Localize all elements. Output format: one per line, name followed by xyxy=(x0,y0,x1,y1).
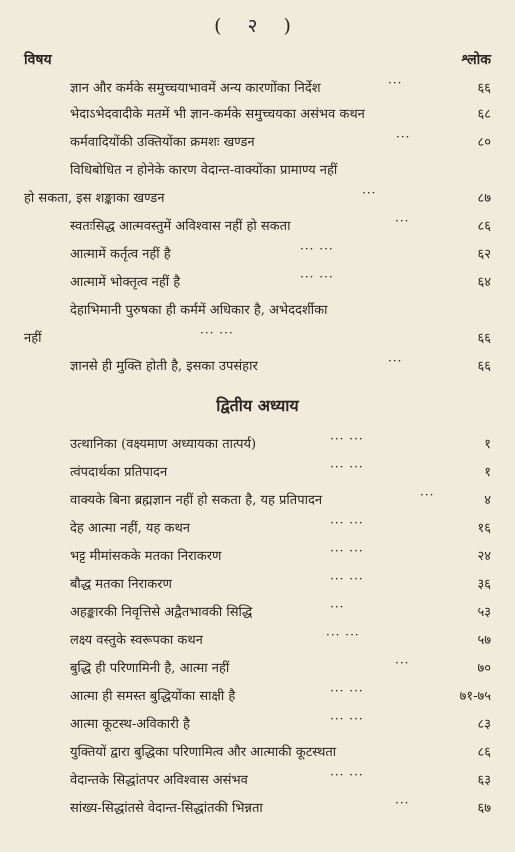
verse-number: ७१-७५ xyxy=(459,689,491,704)
leader-dots: ··· xyxy=(396,130,411,144)
verse-number: ६७ xyxy=(477,801,491,816)
verse-number: १ xyxy=(484,465,491,480)
toc-row xyxy=(0,184,515,208)
verse-number: ८७ xyxy=(477,191,491,206)
toc-entry-text: कर्मवादियोंकी उक्तियोंका क्रमशः खण्डन xyxy=(70,135,255,150)
toc-row xyxy=(0,710,515,734)
toc-row xyxy=(0,268,515,292)
verse-number: ६६ xyxy=(477,359,491,374)
verse-number: १ xyxy=(484,437,491,452)
leader-dots: ··· xyxy=(388,354,403,368)
leader-dots: ··· xyxy=(395,796,410,810)
toc-row xyxy=(0,100,515,124)
toc-entry-text: अहङ्कारकी निवृत्तिसे अद्वैतभावकी सिद्धि xyxy=(70,605,253,620)
toc-row xyxy=(0,296,515,320)
leader-dots: ··· ··· xyxy=(300,242,334,256)
toc-row xyxy=(0,240,515,264)
toc-entry-text: हो सकता, इस शङ्काका खण्डन xyxy=(24,191,165,206)
toc-entry-text: ज्ञान और कर्मके समुच्चयाभावमें अन्य कारणोंका निर्देश xyxy=(70,81,321,96)
toc-entry-text: लक्ष्य वस्तुके स्वरूपका कथन xyxy=(70,633,203,648)
toc-row xyxy=(0,626,515,650)
verse-number: ८६ xyxy=(477,219,491,234)
toc-row xyxy=(0,514,515,538)
leader-dots: ··· xyxy=(395,656,410,670)
toc-entry-text: उत्थानिका (वक्ष्यमाण अध्यायका तात्पर्य) xyxy=(70,437,257,452)
toc-entry-text: बुद्धि ही परिणामिनी है, आत्मा नहीं xyxy=(70,661,230,676)
toc-row xyxy=(0,654,515,678)
toc-row xyxy=(0,458,515,482)
toc-row xyxy=(0,766,515,790)
verse-number: ६२ xyxy=(477,247,491,262)
verse-number: ६३ xyxy=(477,773,491,788)
verse-number: ८६ xyxy=(477,745,491,760)
toc-entry-text: त्वंपदार्थका प्रतिपादन xyxy=(70,465,168,480)
toc-entry-text: देहाभिमानी पुरुषका ही कर्ममें अधिकार है, अभेददर्शीका xyxy=(70,303,328,318)
leader-dots: ··· xyxy=(330,600,345,614)
leader-dots: ··· ··· xyxy=(330,516,364,530)
toc-entry-text: भेदाऽभेदवादीके मतमें भी ज्ञान-कर्मके समुच्चयका असंभव कथन xyxy=(70,107,365,122)
toc-row xyxy=(0,156,515,180)
verse-header: श्लोक xyxy=(461,52,491,68)
verse-number: ८३ xyxy=(477,717,491,732)
leader-dots: ··· xyxy=(388,76,403,90)
leader-dots: ··· xyxy=(362,186,377,200)
verse-number: ५७ xyxy=(477,633,491,648)
verse-number: २४ xyxy=(477,549,491,564)
toc-entry-text: भट्ट मीमांसकके मतका निराकरण xyxy=(70,549,222,564)
leader-dots: ··· ··· xyxy=(326,628,360,642)
leader-dots: ··· xyxy=(395,214,410,228)
section-title: द्वितीय अध्याय xyxy=(216,396,299,415)
leader-dots: ··· ··· xyxy=(330,432,364,446)
toc-row xyxy=(0,486,515,510)
toc-entry-text: स्वतःसिद्ध आत्मवस्तुमें अविश्वास नहीं हो सकता xyxy=(70,219,291,234)
page-number: ( २ ) xyxy=(214,15,301,37)
toc-entry-text: ज्ञानसे ही मुक्ति होती है, इसका उपसंहार xyxy=(70,359,258,374)
leader-dots: ··· ··· xyxy=(330,712,364,726)
verse-number: ४ xyxy=(484,493,491,508)
toc-entry-text: वाक्यके बिना ब्रह्मज्ञान नहीं हो सकता है, यह प्रतिपादन xyxy=(70,493,323,508)
toc-entry-text: आत्मा कूटस्थ-अविकारी है xyxy=(70,717,190,732)
toc-row xyxy=(0,542,515,566)
toc-row xyxy=(0,738,515,762)
leader-dots: ··· ··· xyxy=(330,684,364,698)
toc-entry-text: विधिबोधित न होनेके कारण वेदान्त-वाक्योंका प्रामाण्य नहीं xyxy=(70,163,338,178)
toc-row xyxy=(0,212,515,236)
verse-number: ३६ xyxy=(477,577,491,592)
leader-dots: ··· ··· xyxy=(330,544,364,558)
toc-entry-text: नहीं xyxy=(24,331,42,346)
toc-entry-text: आत्मामें कर्तृत्व नहीं है xyxy=(70,247,171,262)
toc-entry-text: देह आत्मा नहीं, यह कथन xyxy=(70,521,190,536)
toc-row xyxy=(0,570,515,594)
toc-row xyxy=(0,324,515,348)
verse-number: ६६ xyxy=(477,331,491,346)
toc-row xyxy=(0,128,515,152)
verse-number: ६६ xyxy=(477,81,491,96)
toc-entry-text: आत्मामें भोक्तृत्व नहीं है xyxy=(70,275,181,290)
toc-entry-text: सांख्य-सिद्धांतसे वेदान्त-सिद्धांतकी भिन्नता xyxy=(70,801,263,816)
verse-number: ७० xyxy=(477,661,491,676)
verse-number: ५३ xyxy=(477,605,491,620)
toc-row xyxy=(0,794,515,818)
toc-row xyxy=(0,598,515,622)
leader-dots: ··· ··· xyxy=(330,460,364,474)
leader-dots: ··· ··· xyxy=(330,572,364,586)
leader-dots: ··· xyxy=(420,488,435,502)
toc-entry-text: युक्तियों द्वारा बुद्धिका परिणामित्व और आत्माकी कूटस्थता xyxy=(70,745,337,760)
toc-row xyxy=(0,682,515,706)
leader-dots: ··· ··· xyxy=(200,326,234,340)
subject-header: विषय xyxy=(24,52,52,68)
verse-number: ६४ xyxy=(477,275,491,290)
toc-entry-text: बौद्ध मतका निराकरण xyxy=(70,577,172,592)
toc-row xyxy=(0,74,515,98)
verse-number: ८० xyxy=(477,135,491,150)
verse-number: ६८ xyxy=(477,107,491,122)
toc-row xyxy=(0,352,515,376)
toc-row xyxy=(0,430,515,454)
toc-entry-text: आत्मा ही समस्त बुद्धियोंका साक्षी है xyxy=(70,689,236,704)
verse-number: १६ xyxy=(477,521,491,536)
leader-dots: ··· ··· xyxy=(330,768,364,782)
toc-entry-text: वेदान्तके सिद्धांतपर अविश्वास असंभव xyxy=(70,773,248,788)
leader-dots: ··· ··· xyxy=(300,270,334,284)
